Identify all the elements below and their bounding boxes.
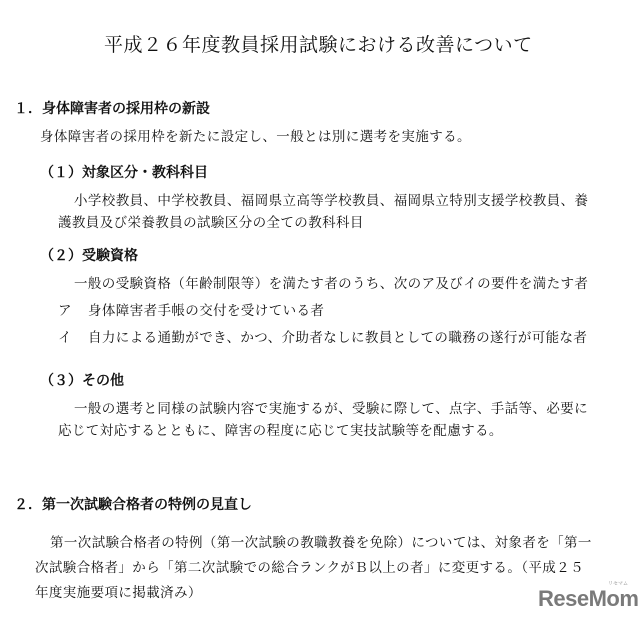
section2-line-1: 第一次試験合格者の特例（第一次試験の教職教養を免除）については、対象者を「第一 xyxy=(50,535,592,551)
sub2-item-a-marker: ア xyxy=(58,303,72,319)
sub2-item-a-text: 身体障害者手帳の交付を受けている者 xyxy=(88,303,325,319)
section2-heading: ２．第一次試験合格者の特例の見直し xyxy=(14,497,252,513)
section1-heading: １．身体障害者の採用枠の新設 xyxy=(14,101,210,117)
sub1-line-2: 護教員及び栄養教員の試験区分の全ての教科科目 xyxy=(58,215,364,231)
section1-intro: 身体障害者の採用枠を新たに設定し、一般とは別に選考を実施する。 xyxy=(40,129,471,145)
sub2-line: 一般の受験資格（年齢制限等）を満たす者のうち、次のア及びイの要件を満たす者 xyxy=(74,276,589,292)
sub3-line-2: 応じて対応するとともに、障害の程度に応じて実技試験等を配慮する。 xyxy=(58,423,503,439)
resemom-logo: ReseMom xyxy=(538,586,639,611)
sub3-heading: （３）その他 xyxy=(40,373,124,389)
sub3-line-1: 一般の選考と同様の試験内容で実施するが、受験に際して、点字、手話等、必要に xyxy=(74,401,589,417)
section2-line-2: 次試験合格者」から「第二次試験での総合ランクがＢ以上の者」に変更する。（平成２５ xyxy=(35,560,584,576)
section2-line-3: 年度実施要項に掲載済み） xyxy=(35,585,202,601)
sub2-item-i-text: 自力による通勤ができ、かつ、介助者なしに教員としての職務の遂行が可能な者 xyxy=(88,330,588,346)
document-title: 平成２６年度教員採用試験における改善について xyxy=(104,34,533,56)
sub2-heading: （２）受験資格 xyxy=(40,248,138,264)
sub1-line-1: 小学校教員、中学校教員、福岡県立高等学校教員、福岡県立特別支援学校教員、養 xyxy=(74,193,589,209)
sub1-heading: （１）対象区分・教科科目 xyxy=(40,165,208,181)
resemom-logo-kana: リセマム xyxy=(608,581,628,587)
sub2-item-i-marker: イ xyxy=(58,330,72,346)
